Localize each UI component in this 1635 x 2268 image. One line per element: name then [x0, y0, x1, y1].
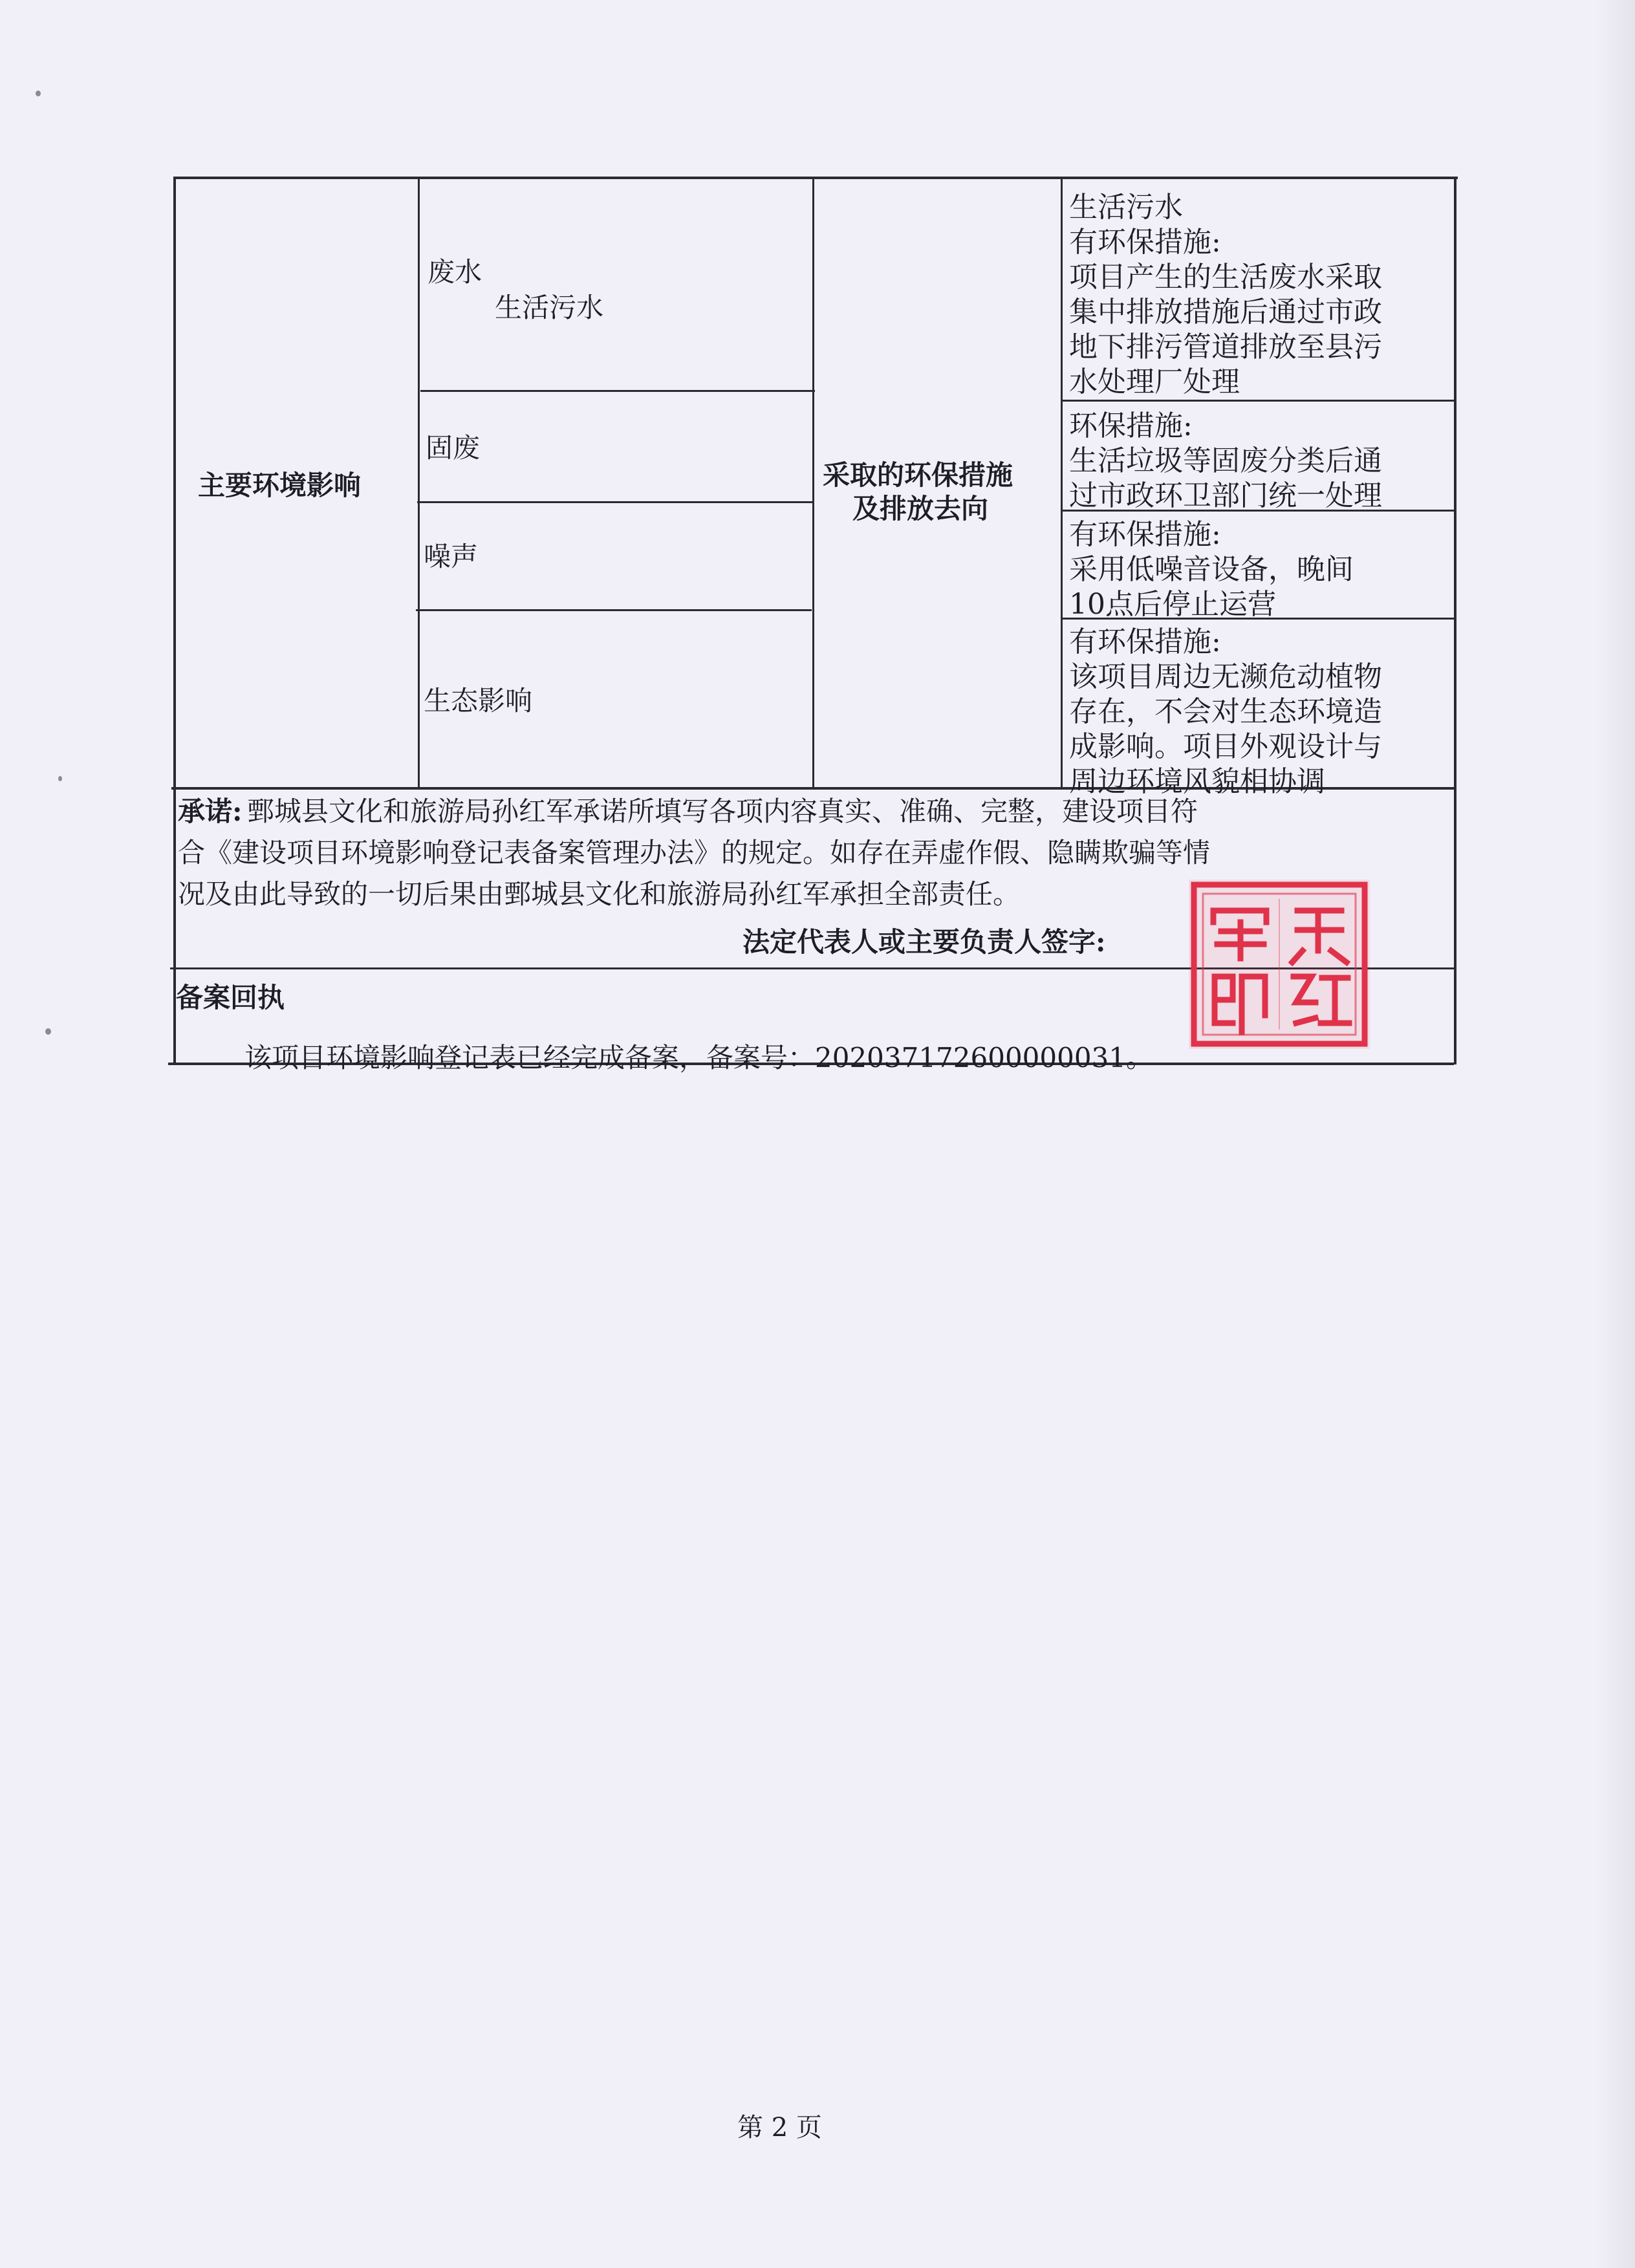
paper-edge-shadow	[1596, 0, 1635, 2268]
wastewater-sublabel: 生活污水	[495, 292, 604, 323]
commitment-line: 况及由此导致的一切后果由鄄城县文化和旅游局孙红军承担全部责任。	[178, 878, 1021, 910]
ecology-label: 生态影响	[424, 685, 533, 717]
ecology-measures: 有环保措施: 该项目周边无濒危动植物 存在，不会对生态环境造 成影响。项目外观设计与 周边环境风貌相协调	[1069, 625, 1382, 798]
table-left-border	[173, 177, 176, 1064]
solid-waste-label: 固废	[426, 432, 481, 464]
wastewater-label: 废水	[428, 256, 482, 288]
table-right-border	[1454, 177, 1456, 1064]
column-divider	[418, 178, 420, 788]
measures-label-line2: 及排放去向	[852, 493, 989, 524]
scan-speck	[45, 1028, 51, 1035]
impact-row-divider	[417, 501, 813, 503]
page-number: 第 2 页	[737, 2113, 822, 2143]
impact-row-divider	[416, 609, 812, 611]
receipt-text: 该项目环境影响登记表已经完成备案，备案号：202037172600000031。	[244, 1042, 1153, 1074]
scan-speck	[58, 776, 62, 781]
table-top-border	[176, 177, 1458, 179]
receipt-heading: 备案回执	[176, 982, 285, 1013]
official-seal-stamp	[1189, 880, 1370, 1049]
impact-row-divider	[420, 390, 815, 392]
commitment-heading: 承诺:	[178, 795, 243, 827]
measure-row-divider	[1061, 400, 1455, 402]
wastewater-measures: 生活污水 有环保措施: 项目产生的生活废水采取 集中排放措施后通过市政 地下排污管道排放至县污 水处理厂处理	[1069, 191, 1382, 398]
column-divider	[812, 178, 814, 788]
commitment-line: 合《建设项目环境影响登记表备案管理办法》的规定。如存在弄虚作假、隐瞒欺骗等情	[178, 837, 1211, 869]
measures-label-line1: 采取的环保措施	[823, 459, 1013, 491]
main-impact-label: 主要环境影响	[198, 470, 362, 501]
signature-label: 法定代表人或主要负责人签字:	[742, 926, 1106, 958]
noise-label: 噪声	[424, 541, 479, 572]
commitment-line: 鄄城县文化和旅游局孙红军承诺所填写各项内容真实、准确、完整，建设项目符	[247, 795, 1198, 827]
scan-speck	[36, 91, 41, 96]
solid-waste-measures: 环保措施: 生活垃圾等固废分类后通 过市政环卫部门统一处理	[1069, 409, 1382, 512]
noise-measures: 有环保措施: 采用低噪音设备，晚间 10点后停止运营	[1069, 518, 1354, 621]
column-divider	[1061, 178, 1063, 788]
